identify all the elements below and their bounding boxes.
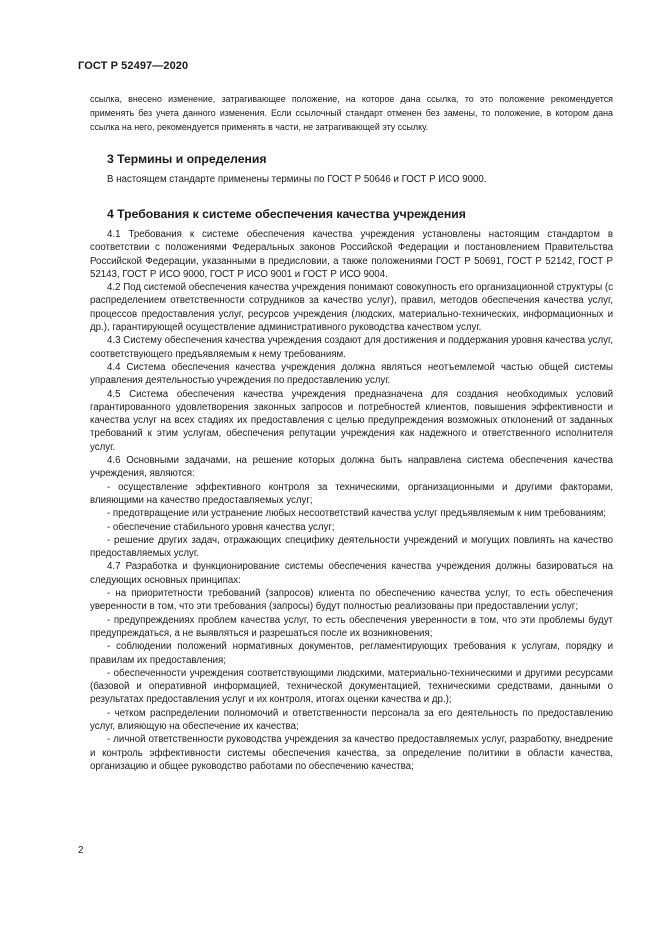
- paragraph-4-1: 4.1 Требования к системе обеспечения качества учреждения установлены настоящим стандартом в соответствии с положениями Федеральных законов Российской Федерации и постановлением Правительства Российской Федерации, указанными в предисловии, а также положениями ГОСТ Р 50691, ГОСТ Р 52142, ГОСТ Р 52143, ГОСТ Р ИСО 9000, ГОСТ Р ИСО 9001 и ГОСТ Р ИСО 9004.: [90, 229, 613, 280]
- section-3-paragraph: В настоящем стандарте применены термины по ГОСТ Р 50646 и ГОСТ Р ИСО 9000.: [107, 174, 487, 185]
- page-number: 2: [78, 845, 84, 856]
- list-item-4-7-6: - личной ответственности руководства учреждения за качество предоставляемых услуг, разработку, внедрение и контроль эффективности системы обеспечения качества, за определение политики в области качества, организацию и общее руководство работами по обеспечению качества;: [90, 734, 613, 772]
- intro-paragraph: ссылка, внесено изменение, затрагивающее положение, на которое дана ссылка, то это положение рекомендуется применять без учета данного изменения. Если ссылочный стандарт отменен без замены, то положение, в котором дана ссылка на него, рекомендуется применять в части, не затрагивающей эту ссылку.: [90, 94, 613, 132]
- section-4-body: [90, 228, 613, 773]
- list-item-4-6-1: - осуществление эффективного контроля за техническими, организационными и другими факторами, влияющими на качество предоставляемых услуг;: [90, 481, 613, 506]
- document-code: ГОСТ Р 52497—2020: [78, 60, 189, 72]
- list-item-4-6-3: - обеспечение стабильного уровня качества услуг;: [107, 521, 335, 533]
- list-item-4-7-5: - четком распределении полномочий и ответственности персонала за его деятельность по предоставлению услуг, влияющую на обеспечение их качества;: [90, 707, 613, 732]
- paragraph-4-2: 4.2 Под системой обеспечения качества учреждения понимают совокупность его организационной структуры (с распределением ответственности сотрудников за качество услуг), правил, методов обеспечения качества услуг, процессов предоставления услуг, ресурсов учреждения (людских, материально-технических, информационных и др.), гарантирующей осуществление административного руководства качеством услуг.: [90, 282, 613, 334]
- list-item-4-7-1: - на приоритетности требований (запросов) клиента по обеспечению качества услуг, то есть обеспечения уверенности в том, что эти требования (запросы) будут полностью реализованы при предоставлении услуг;: [90, 588, 613, 613]
- list-item-4-7-3: - соблюдении положений нормативных документов, регламентирующих требования к услугам, порядку и правилам их предоставления;: [90, 641, 613, 666]
- paragraph-4-4: 4.4 Система обеспечения качества учреждения должна являться неотъемлемой частью общей системы управления деятельностью учреждения по предоставлению услуг.: [90, 361, 613, 387]
- list-item-4-6-2: - предотвращение или устранение любых несоответствий качества услуг предъявляемым к ним требованиям;: [107, 508, 606, 520]
- paragraph-4-7: 4.7 Разработка и функционирование системы обеспечения качества учреждения должны базироваться на следующих основных принципах:: [90, 561, 613, 586]
- section-4-title: 4 Требования к системе обеспечения качества учреждения: [107, 207, 466, 221]
- section-3-text: [90, 173, 613, 186]
- list-item-4-6-4: - решение других задач, отражающих специфику деятельности учреждений и могущих повлиять на качество предоставляемых услуг.: [90, 534, 613, 560]
- paragraph-4-3: 4.3 Систему обеспечения качества учреждения создают для достижения и поддержания уровня качества услуг, соответствующего предъявляемым к нему требованиям.: [90, 335, 613, 360]
- list-item-4-7-4: - обеспеченности учреждения соответствующими людскими, материально-техническими и другими ресурсами (базовой и оперативной информацией, технической документацией, техническими средствами, данными о результатах предоставления услуг и их контроля, итогах оценки качества и др.);: [90, 667, 613, 706]
- paragraph-4-5: 4.5 Система обеспечения качества учреждения предназначена для создания необходимых условий гарантированного удовлетворения законных запросов и потребностей клиентов, повышения эффективности и качества услуг на всех стадиях их предоставления с целью предупреждения возможных отклонений от заданных требований к этим услугам, обеспечения репутации учреждения как надежного и ответственного исполнителя услуг.: [90, 388, 613, 453]
- list-item-4-7-2: - предупреждениях проблем качества услуг, то есть обеспечения уверенности в том, что эти проблемы будут предупреждаться, а не выявляться и разрешаться после их возникновения;: [90, 614, 613, 639]
- paragraph-4-6: 4.6 Основными задачами, на решение которых должна быть направлена система обеспечения качества учреждения, являются:: [90, 455, 613, 480]
- section-3-title: 3 Термины и определения: [107, 152, 267, 166]
